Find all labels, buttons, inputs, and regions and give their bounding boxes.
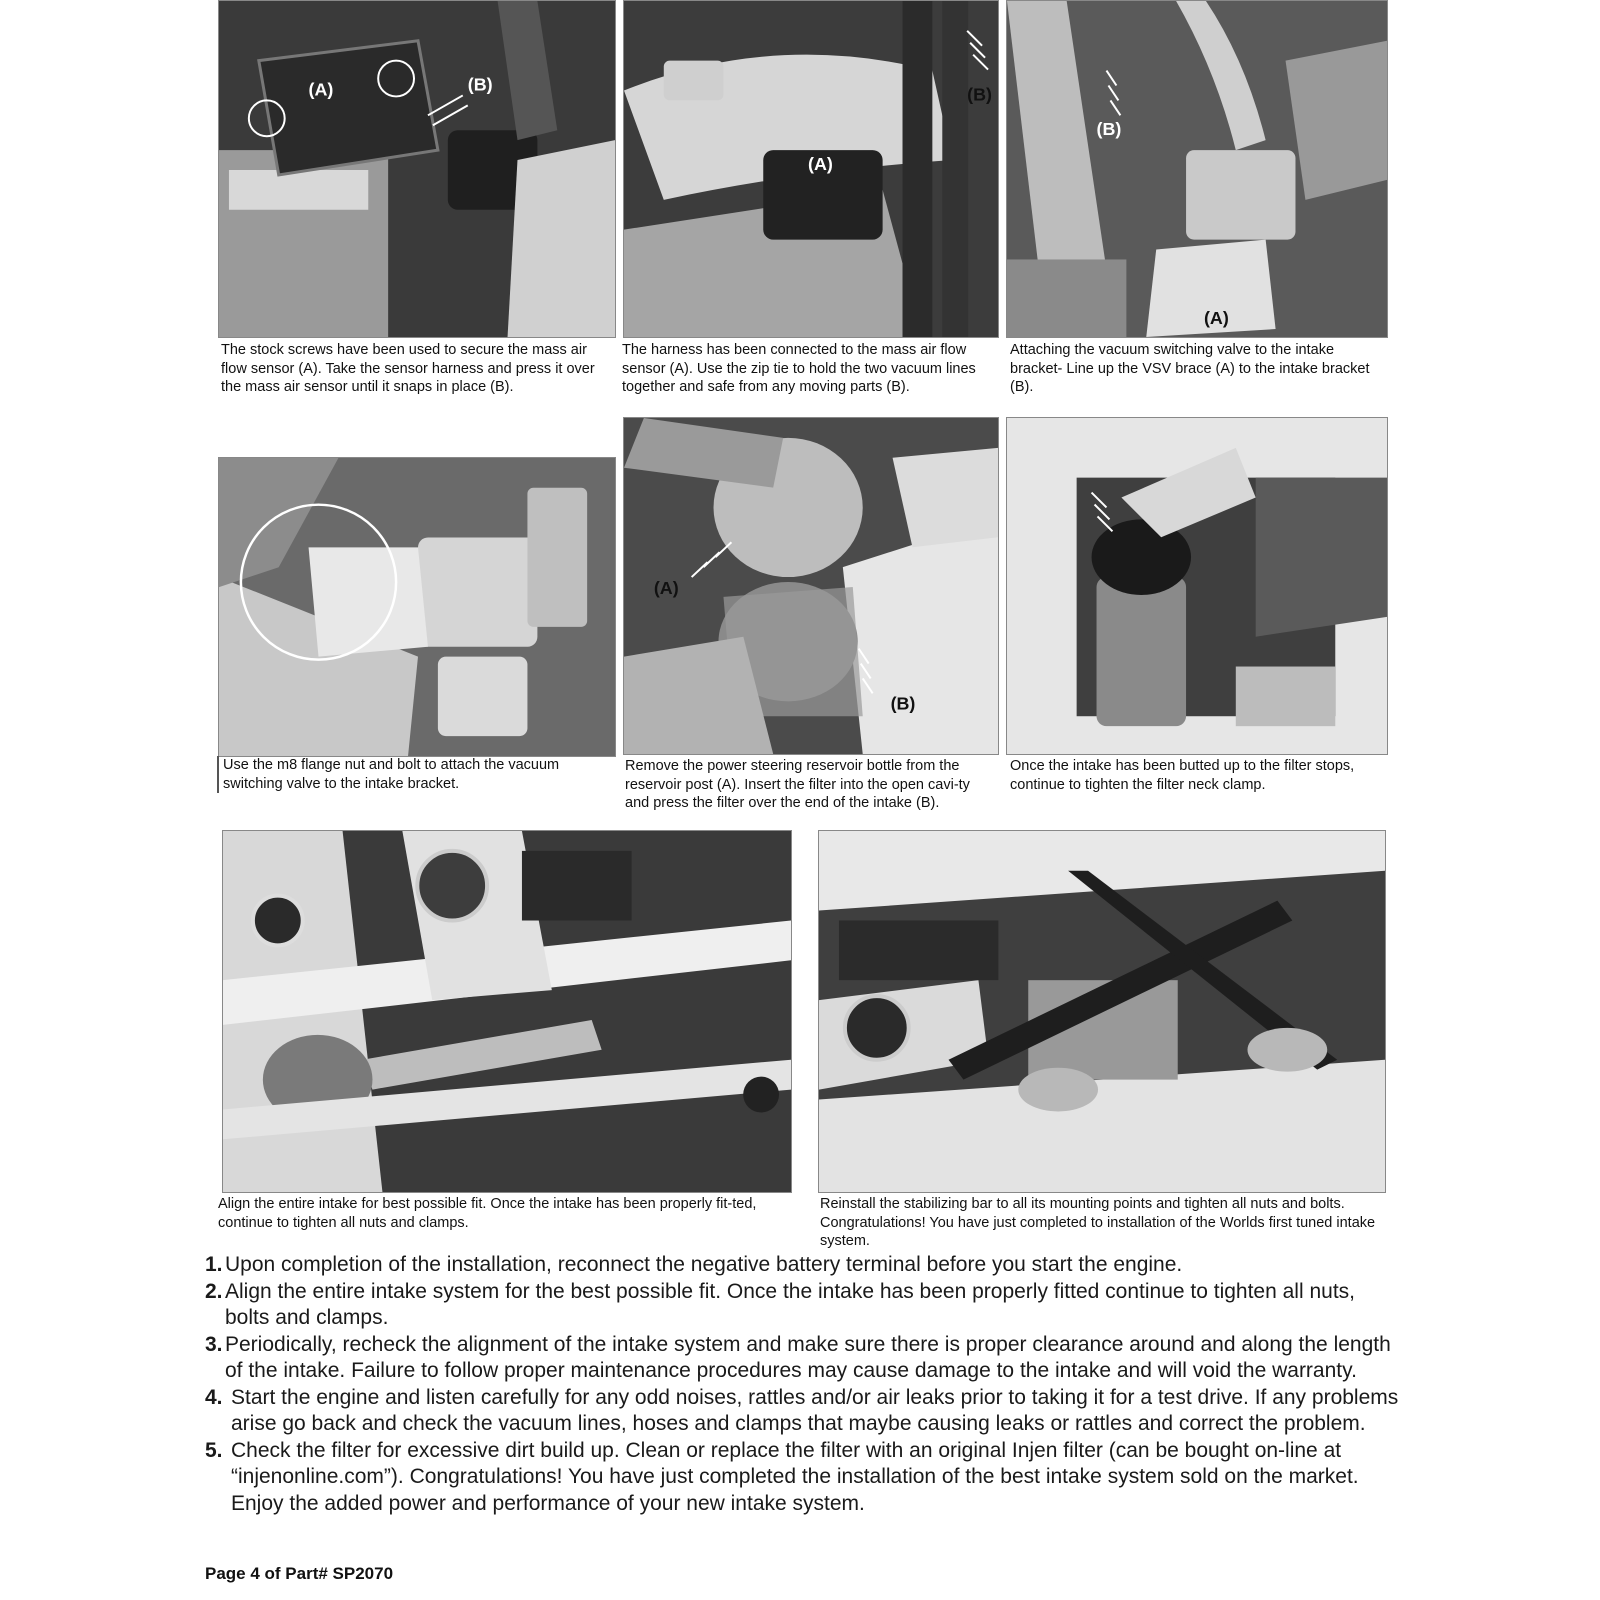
step-number: 4. [205, 1385, 223, 1409]
panel-3-label-a: (A) [1203, 308, 1229, 329]
step-text: Align the entire intake system for the best possible fit. Once the intake has been properly fitted continue to tighten all nuts, bolts and clamps. [225, 1279, 1355, 1329]
panel-4-caption: Use the m8 flange nut and bolt to attach the vacuum switching valve to the intake bracket. [217, 756, 615, 793]
step-text: Check the filter for excessive dirt build up. Clean or replace the filter with an original Injen filter (can be bought on-line at “injenonline.com”). Congratulations! You have just completed the installation of the best intake system sold on the market. Enjoy the added power and performance of your new intake system. [231, 1438, 1359, 1515]
panel-5-caption: Remove the power steering reservoir bottle from the reservoir post (A). Insert the filter into the open cavi-ty and press the filter over the end of the intake (B). [625, 758, 970, 811]
panel-5-label-b: (B) [890, 693, 916, 714]
photo-vsv-bracket [1006, 0, 1388, 338]
photo-harness-zip-tie [623, 0, 999, 338]
installation-steps [205, 1252, 1405, 1517]
step-text: Upon completion of the installation, reconnect the negative battery terminal before you start the engine. [225, 1253, 1183, 1276]
panel-2-label-b: (B) [967, 84, 993, 105]
panel-5-label-a: (A) [653, 577, 679, 598]
page-footer: Page 4 of Part# SP2070 [205, 1564, 394, 1583]
photo-stabilizing-bar [818, 830, 1386, 1193]
panel-2-label-a: (A) [808, 153, 833, 174]
step-number: 1. [205, 1253, 223, 1276]
panel-3-label-b: (B) [1096, 119, 1122, 140]
step-text: Start the engine and listen carefully for any odd noises, rattles and/or air leaks prior to taking it for a test drive. If any problems arise go back and check the vacuum lines, hoses and clamps that maybe causing leaks or rattles and correct the problem. [231, 1385, 1399, 1435]
photo-filter-clamp [1006, 417, 1388, 755]
step-item [205, 1438, 1405, 1518]
panel-1-label-a: (A) [308, 79, 334, 100]
panel-6-caption: Once the intake has been butted up to the filter stops, continue to tighten the filter neck clamp. [1010, 758, 1355, 793]
step-text: Periodically, recheck the alignment of the intake system and make sure there is proper clearance around and along the length of the intake. Failure to follow proper maintenance procedures may cause damage to the intake and will void the warranty. [225, 1332, 1391, 1382]
step-item [205, 1279, 1405, 1332]
photo-m8-flange-nut [218, 457, 616, 757]
photo-intake-alignment [222, 830, 792, 1193]
photo-filter-reservoir [623, 417, 999, 755]
step-number: 2. [205, 1279, 223, 1303]
panel-3-caption: Attaching the vacuum switching valve to the intake bracket- Line up the VSV brace (A) to the intake bracket (B). [1010, 342, 1370, 395]
panel-1-caption: The stock screws have been used to secure the mass air flow sensor (A). Take the sensor harness and press it over the mass air sensor until it snaps in place (B). [221, 342, 595, 395]
photo-maf-sensor-install [218, 0, 616, 338]
step-item [205, 1332, 1405, 1385]
step-item [205, 1252, 1405, 1279]
panel-1-label-b: (B) [467, 74, 493, 95]
panel-2-caption: The harness has been connected to the mass air flow sensor (A). Use the zip tie to hold the two vacuum lines together and safe from any moving parts (B). [622, 342, 976, 395]
step-number: 3. [205, 1332, 223, 1356]
step-number: 5. [205, 1438, 223, 1462]
panel-8-caption: Reinstall the stabilizing bar to all its mounting points and tighten all nuts and bolts. Congratulations! You have just completed to installation of the Worlds first tuned intake system. [820, 1196, 1376, 1249]
panel-7-caption: Align the entire intake for best possible fit. Once the intake has been properly fit-ted, continue to tighten all nuts and clamps. [218, 1196, 757, 1231]
step-item [205, 1385, 1405, 1438]
